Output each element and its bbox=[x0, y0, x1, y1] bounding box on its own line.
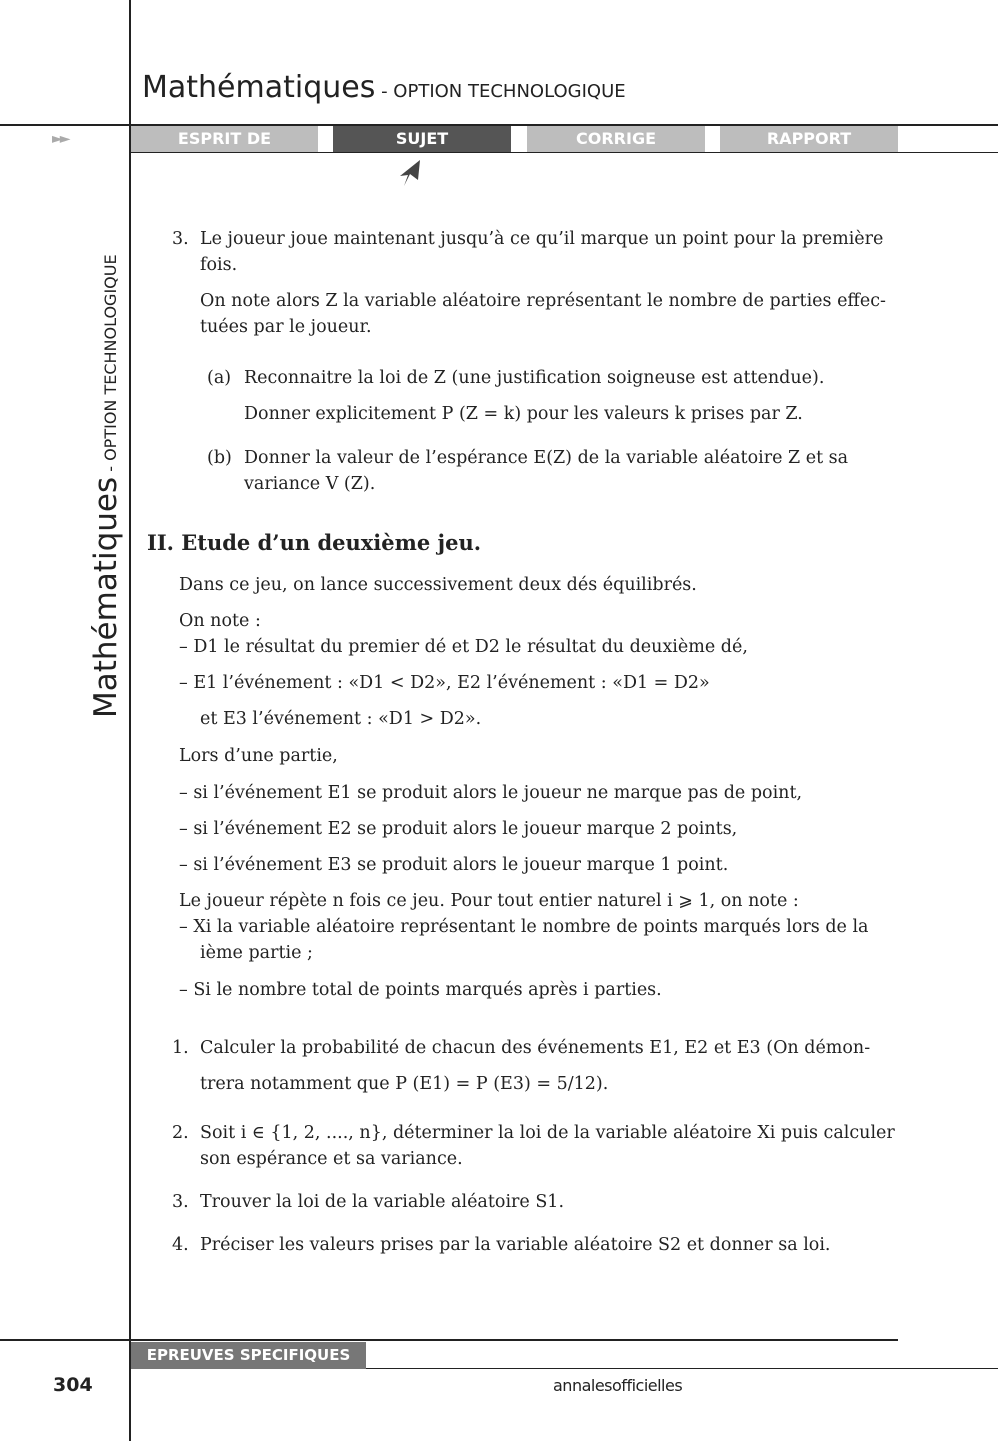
list-item-xi: – Xi la variable aléatoire représentant le nombre de points marqués lors de la bbox=[179, 917, 869, 937]
footer-section-tab bbox=[131, 1342, 366, 1369]
question-1-line-2: trera notamment que P (E1) = P (E3) = 5/12). bbox=[200, 1074, 609, 1094]
question-3-line-4: tuées par le joueur. bbox=[200, 317, 372, 337]
question-2-line-1: Soit i ∈ {1, 2, ...., n}, déterminer la loi de la variable aléatoire Xi puis calculer bbox=[200, 1123, 895, 1143]
footer-top-rule bbox=[0, 1339, 898, 1341]
page-title-main: Mathématiques bbox=[142, 70, 376, 105]
question-2-line-2: son espérance et sa variance. bbox=[200, 1149, 463, 1169]
question-3s-number: 3. bbox=[172, 1192, 189, 1212]
double-arrow-icon: ►► bbox=[52, 131, 68, 147]
paragraph-partie: Lors d’une partie, bbox=[179, 746, 338, 766]
tab-label: RAPPORT bbox=[766, 129, 852, 148]
question-3-line-1: Le joueur joue maintenant jusqu’à ce qu’il marque un point pour la première bbox=[200, 229, 884, 249]
list-item-e2: – si l’événement E2 se produit alors le joueur marque 2 points, bbox=[179, 819, 738, 839]
paragraph-2: On note : bbox=[179, 611, 261, 631]
page-number: 304 bbox=[53, 1374, 93, 1396]
sidebar-title bbox=[88, 188, 124, 718]
cursor-arrow-icon bbox=[398, 158, 422, 188]
tab-label: SUJET bbox=[395, 129, 449, 148]
tab-rapport[interactable] bbox=[720, 126, 898, 152]
list-item-events: – E1 l’événement : «D1 < D2», E2 l’événement : «D1 = D2» bbox=[179, 673, 710, 693]
question-3b-line-2: variance V (Z). bbox=[244, 474, 376, 494]
question-4-number: 4. bbox=[172, 1235, 189, 1255]
question-3a-label: (a) bbox=[207, 368, 232, 388]
list-item-si: – Si le nombre total de points marqués après i parties. bbox=[179, 980, 662, 1000]
sidebar-title-sub: - OPTION TECHNOLOGIQUE bbox=[101, 254, 120, 477]
page-title-sub: - OPTION TECHNOLOGIQUE bbox=[375, 81, 626, 102]
question-3s-line: Trouver la loi de la variable aléatoire S1. bbox=[200, 1192, 565, 1212]
question-1-line-1: Calculer la probabilité de chacun des événements E1, E2 et E3 (On démon- bbox=[200, 1038, 871, 1058]
paragraph-repete: Le joueur répète n fois ce jeu. Pour tout entier naturel i ⩾ 1, on note : bbox=[179, 891, 799, 911]
footer-section-label: EPREUVES SPECIFIQUES bbox=[146, 1346, 351, 1364]
question-3a-line-1: Reconnaitre la loi de Z (une justification soigneuse est attendue). bbox=[244, 368, 825, 388]
section-heading: II. Etude d’un deuxième jeu. bbox=[147, 530, 482, 555]
question-3-line-3: On note alors Z la variable aléatoire représentant le nombre de parties effec- bbox=[200, 291, 886, 311]
question-4-line: Préciser les valeurs prises par la variable aléatoire S2 et donner sa loi. bbox=[200, 1235, 831, 1255]
tab-corrige[interactable] bbox=[527, 126, 705, 152]
list-item-d1-d2: – D1 le résultat du premier dé et D2 le résultat du deuxième dé, bbox=[179, 637, 748, 657]
tab-esprit-de-lepreuve[interactable] bbox=[131, 126, 318, 174]
question-3-number: 3. bbox=[172, 229, 189, 249]
question-1-number: 1. bbox=[172, 1038, 189, 1058]
tab-label: CORRIGE bbox=[576, 129, 656, 148]
paragraph-1: Dans ce jeu, on lance successivement deux dés équilibrés. bbox=[179, 575, 697, 595]
question-3b-label: (b) bbox=[207, 448, 232, 468]
list-item-e1: – si l’événement E1 se produit alors le joueur ne marque pas de point, bbox=[179, 783, 803, 803]
sidebar-title-main: Mathématiques bbox=[88, 476, 124, 718]
tab-label: ESPRIT DE L’EPREUVE bbox=[177, 129, 272, 174]
list-item-events-cont: et E3 l’événement : «D1 > D2». bbox=[200, 709, 482, 729]
question-3-line-2: fois. bbox=[200, 255, 238, 275]
tab-sujet[interactable] bbox=[333, 126, 511, 152]
publisher-name: annalesofficielles bbox=[553, 1376, 683, 1395]
question-2-number: 2. bbox=[172, 1123, 189, 1143]
page-title bbox=[142, 70, 626, 105]
question-3a-line-2: Donner explicitement P (Z = k) pour les valeurs k prises par Z. bbox=[244, 404, 803, 424]
list-item-xi-cont: ième partie ; bbox=[200, 943, 313, 963]
question-3b-line-1: Donner la valeur de l’espérance E(Z) de la variable aléatoire Z et sa bbox=[244, 448, 849, 468]
list-item-e3: – si l’événement E3 se produit alors le joueur marque 1 point. bbox=[179, 855, 729, 875]
left-margin-rule bbox=[129, 0, 131, 1441]
